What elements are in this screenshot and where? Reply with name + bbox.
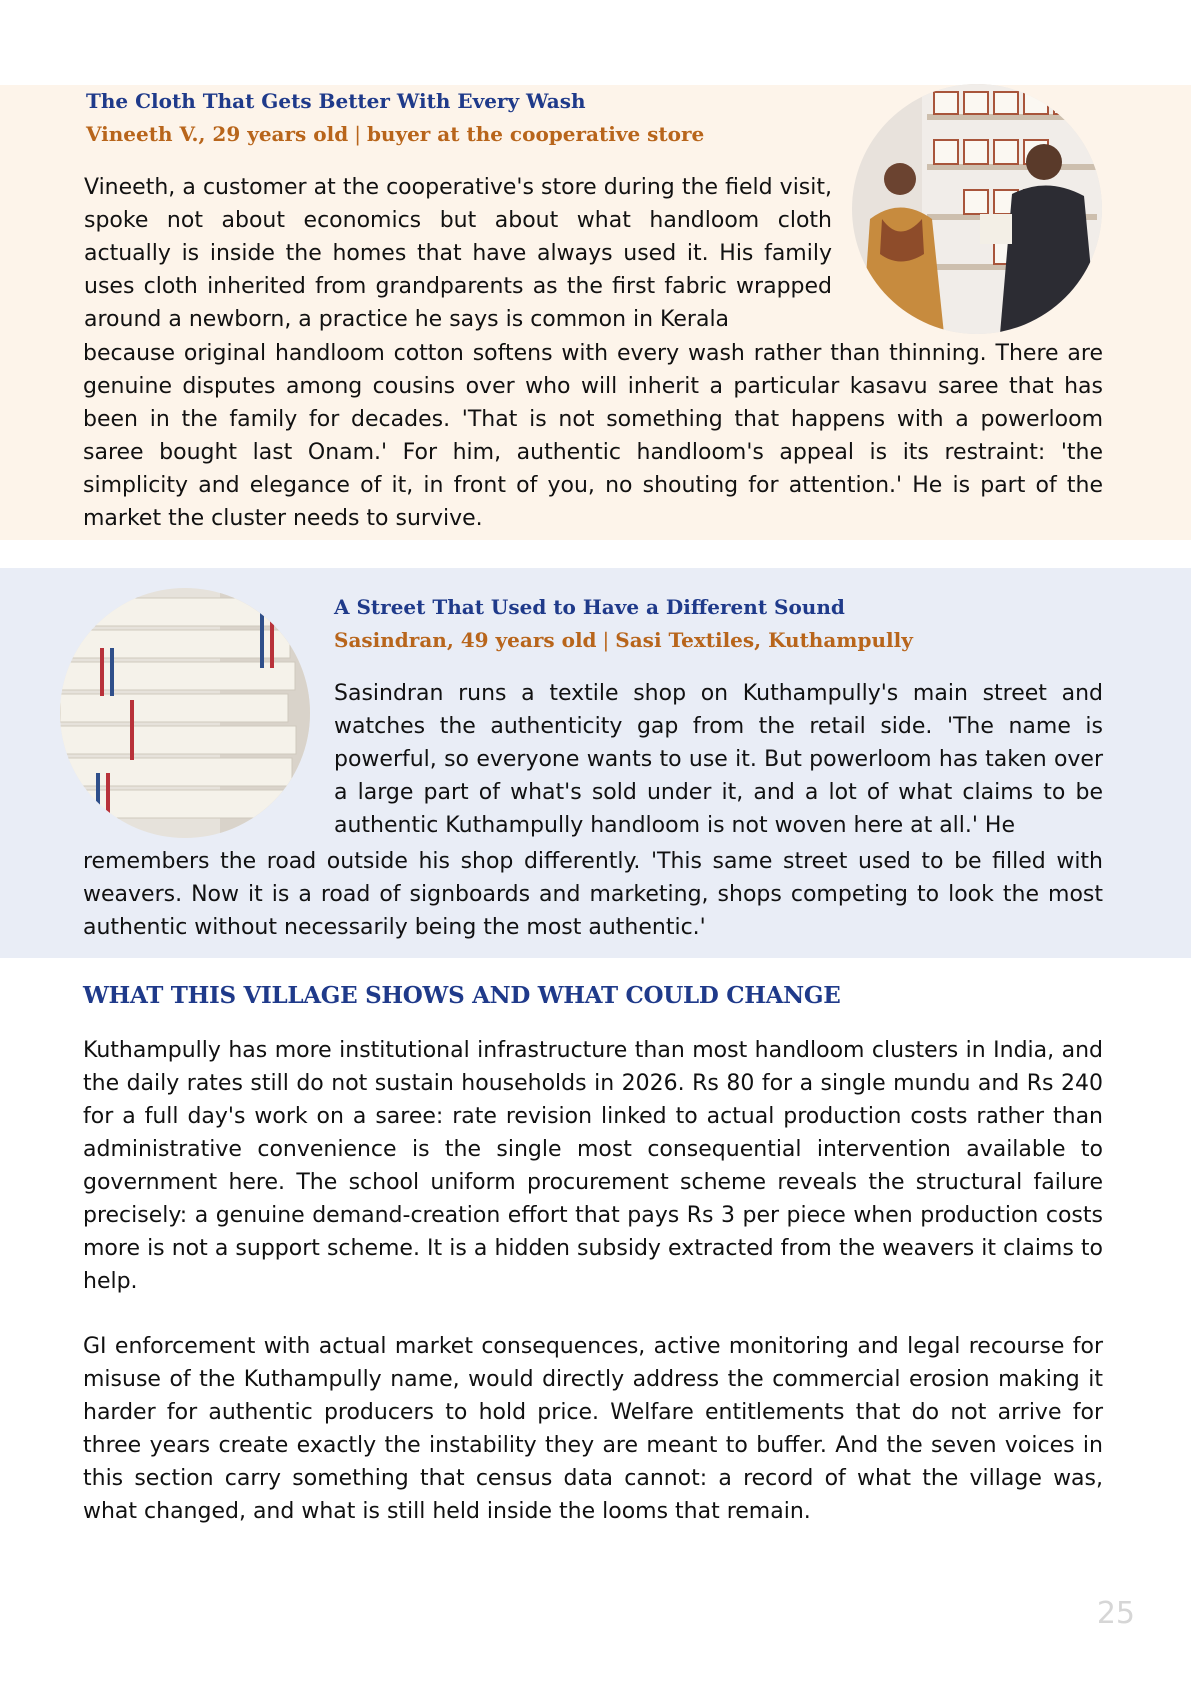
story-title: The Cloth That Gets Better With Every Wash [86, 89, 586, 113]
byline-role: Sasi Textiles, Kuthampully [615, 628, 913, 652]
byline-separator: | [354, 122, 361, 146]
story-byline [86, 117, 704, 151]
section-paragraph-2: GI enforcement with actual market consequences, active monitoring and legal recourse for misuse of the Kuthampully name, would directly address the commercial erosion making it harder for authentic producers to hold price. Welfare entitlements that do not arrive for three years create exactly the instability they are meant to buffer. And the seven voices in this section carry something that census data cannot: a record of what the village was, what changed, and what is still held inside the looms that remain. [83, 1334, 1103, 1524]
story-text-wrapped-content: Sasindran runs a textile shop on Kuthampully's main street and watches the authenticity gap from the retail side. 'The name is powerful, so everyone wants to use it. But powerloom has taken over a large part of what's sold under it, and a lot of what claims to be authentic Kuthampully handloom is not woven here at all.' He [334, 681, 1103, 838]
story-byline [334, 623, 913, 657]
byline-role: buyer at the cooperative store [366, 122, 705, 146]
byline-name: Sasindran, 49 years old [334, 628, 597, 652]
story-text-wrapped [84, 171, 832, 336]
story-title: A Street That Used to Have a Different Sound [334, 595, 845, 619]
byline-name: Vineeth V., 29 years old [86, 122, 349, 146]
story-text-continued [83, 845, 1103, 944]
story-text-wrapped-content: Vineeth, a customer at the cooperative's store during the field visit, spoke not about economics but about what handloom cloth actually is inside the homes that have always used it. His family uses cloth inherited from grandparents as the first fabric wrapped around a newborn, a practice he says is common in Kerala [84, 175, 832, 332]
byline-separator: | [602, 628, 610, 652]
story-text-continued [83, 337, 1103, 535]
photo-store-shelves [852, 84, 1102, 334]
section-paragraph-1: Kuthampully has more institutional infrastructure than most handloom clusters in India, and the daily rates still do not sustain households in 2026. Rs 80 for a single mundu and Rs 240 for a full day's work on a saree: rate revision linked to actual production costs rather than administrative convenience is the single most consequential intervention available to government here. The school uniform procurement scheme reveals the structural failure precisely: a genuine demand-creation effort that pays Rs 3 per piece when production costs more is not a support scheme. It is a hidden subsidy extracted from the weavers it claims to help. [83, 1038, 1103, 1294]
photo-folded-mundu-stack [60, 588, 310, 838]
section-heading: WHAT THIS VILLAGE SHOWS AND WHAT COULD CHANGE [83, 982, 841, 1009]
story-text-continued-content: because original handloom cotton softens with every wash rather than thinning. There are genuine disputes among cousins over who will inherit a particular kasavu saree that has been in the family for decades. 'That is not something that happens with a powerloom saree bought last Onam.' For him, authentic handloom's appeal is its restraint: 'the simplicity and elegance of it, in front of you, no shouting for attention.' He is part of the market the cluster needs to survive. [83, 341, 1103, 531]
page-number: 25 [1096, 1596, 1135, 1631]
story-text-continued-content: remembers the road outside his shop differently. 'This same street used to be filled with weavers. Now it is a road of signboards and marketing, shops competing to look the most authentic without necessarily being the most authentic.' [83, 849, 1103, 940]
story-text-wrapped [334, 677, 1103, 842]
